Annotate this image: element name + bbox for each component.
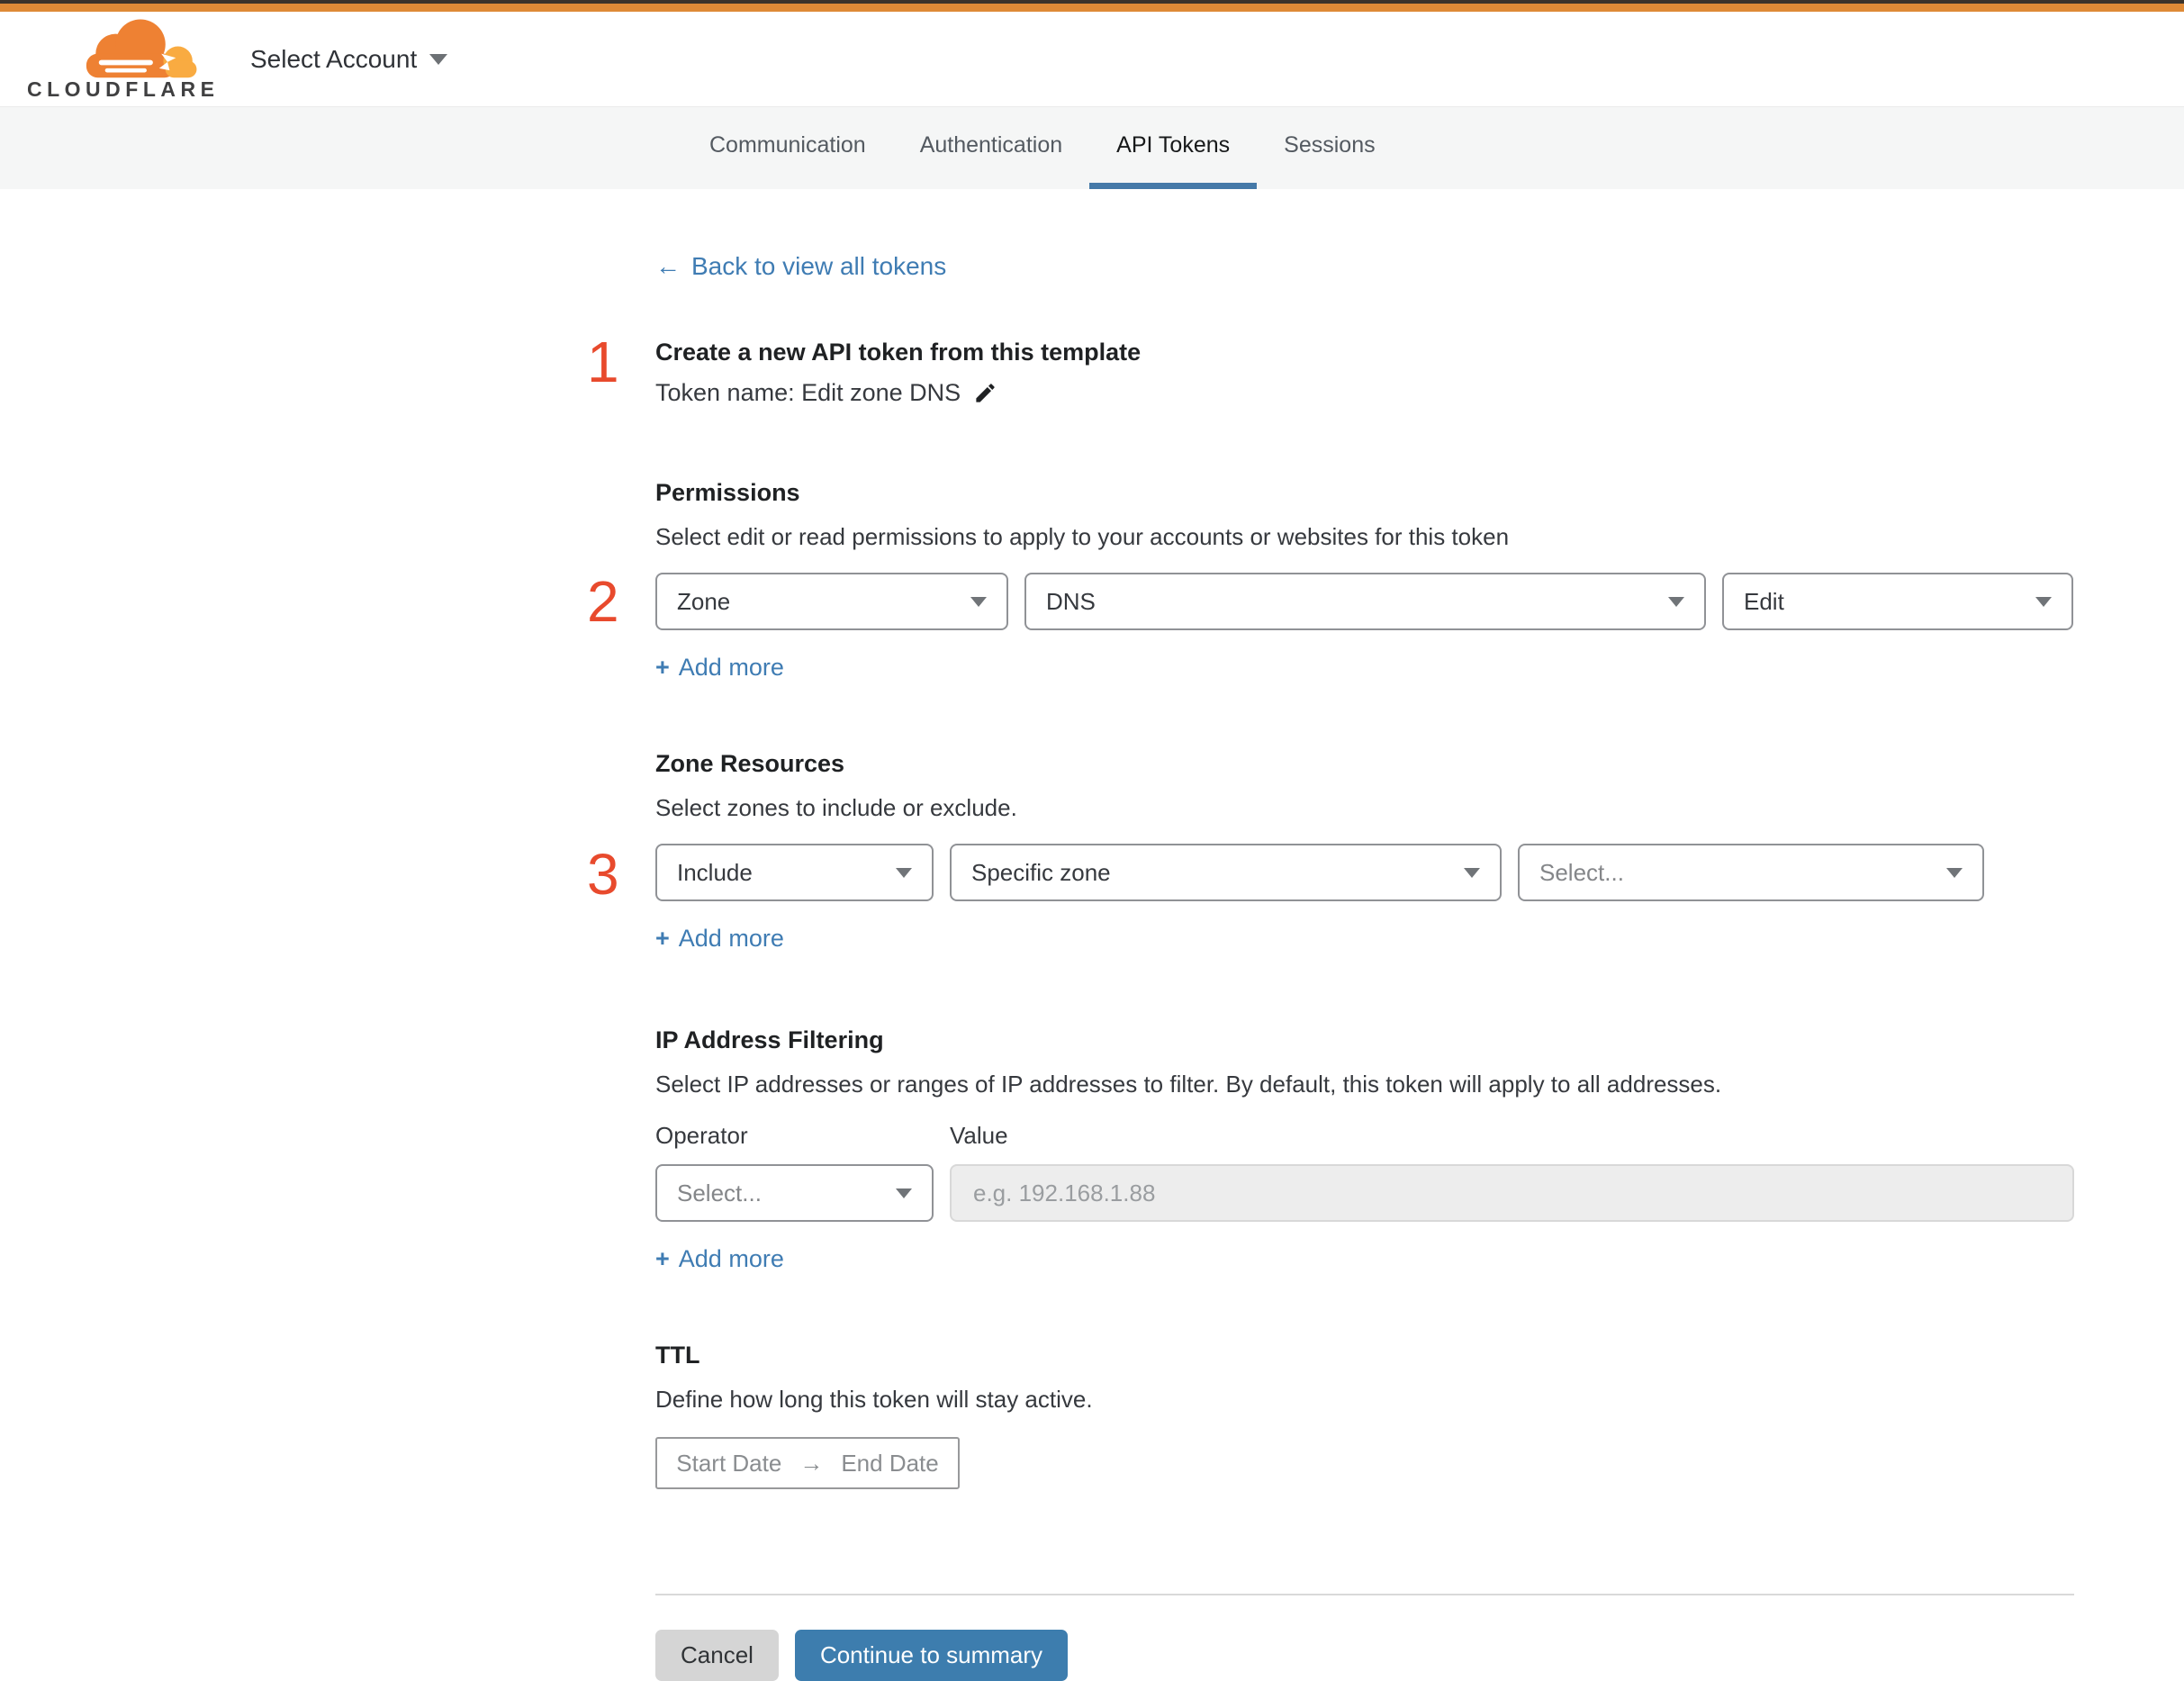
- continue-to-summary-button[interactable]: Continue to summary: [795, 1630, 1068, 1681]
- ip-filtering-description: Select IP addresses or ranges of IP addresses to filter. By default, this token will apply to all addresses.: [655, 1071, 1722, 1098]
- ip-filtering-add-more-link[interactable]: [655, 1245, 784, 1273]
- zone-picker-select[interactable]: [1518, 844, 1984, 901]
- chevron-down-icon: [896, 868, 912, 878]
- plus-icon: +: [655, 654, 670, 681]
- step-number-3: 3: [587, 842, 619, 907]
- arrow-right-icon: →: [799, 1449, 824, 1477]
- select-value: DNS: [1046, 587, 1096, 615]
- ip-filtering-heading: IP Address Filtering: [655, 1026, 884, 1053]
- chevron-down-icon: [2035, 597, 2052, 607]
- plus-icon: +: [655, 1245, 670, 1272]
- permissions-description: Select edit or read permissions to apply to your accounts or websites for this token: [655, 523, 1510, 550]
- zone-resources-description: Select zones to include or exclude.: [655, 794, 1017, 821]
- select-value: Zone: [677, 587, 731, 615]
- chevron-down-icon: [1668, 597, 1684, 607]
- arrow-left-icon: ←: [655, 252, 681, 280]
- cloudflare-cloud-icon: [74, 16, 207, 83]
- app-header: [0, 12, 2184, 106]
- top-orange-bar: [0, 4, 2184, 12]
- step-number-2: 2: [587, 569, 619, 634]
- zone-type-select[interactable]: [950, 844, 1502, 901]
- select-value: Include: [677, 858, 753, 886]
- zone-resources-add-more-link[interactable]: [655, 925, 784, 953]
- ip-value-input[interactable]: [950, 1164, 2074, 1222]
- cancel-button[interactable]: Cancel: [655, 1630, 779, 1681]
- value-label: Value: [950, 1122, 1008, 1149]
- main-content: [0, 189, 2184, 1681]
- footer-actions: [655, 1630, 2074, 1681]
- permissions-heading: Permissions: [655, 479, 800, 506]
- tab-label: Communication: [709, 131, 866, 158]
- token-name-text: Token name: Edit zone DNS: [655, 379, 961, 406]
- add-more-label: Add more: [678, 925, 784, 952]
- select-value: Specific zone: [971, 858, 1111, 886]
- chevron-down-icon: [896, 1188, 912, 1198]
- chevron-down-icon: [1946, 868, 1963, 878]
- zone-resources-section: [587, 750, 2074, 953]
- back-to-tokens-link[interactable]: [655, 252, 946, 281]
- select-placeholder: Select...: [677, 1179, 762, 1207]
- template-heading: Create a new API token from this template: [655, 339, 1142, 366]
- permission-access-select[interactable]: [1722, 573, 2073, 630]
- tab-authentication[interactable]: [893, 107, 1089, 189]
- token-template-section: [587, 330, 2074, 407]
- tab-label: API Tokens: [1116, 131, 1231, 158]
- edit-pencil-icon[interactable]: [973, 381, 997, 405]
- zone-mode-select[interactable]: [655, 844, 934, 901]
- chevron-down-icon: [970, 597, 987, 607]
- chevron-down-icon: [429, 54, 447, 65]
- start-date-placeholder: Start Date: [676, 1449, 782, 1477]
- operator-label: Operator: [655, 1122, 748, 1149]
- ttl-heading: TTL: [655, 1342, 700, 1369]
- add-more-label: Add more: [678, 1245, 784, 1272]
- zone-resources-heading: Zone Resources: [655, 750, 845, 777]
- chevron-down-icon: [1464, 868, 1480, 878]
- account-selector-label: Select Account: [250, 44, 418, 73]
- select-placeholder: Select...: [1539, 858, 1624, 886]
- permission-resource-select[interactable]: [1024, 573, 1706, 630]
- account-selector[interactable]: [250, 45, 447, 74]
- step-number-1: 1: [587, 330, 619, 394]
- tab-label: Authentication: [919, 131, 1063, 158]
- permissions-section: [587, 479, 2074, 682]
- ip-operator-select[interactable]: [655, 1164, 934, 1222]
- ttl-date-range-picker[interactable]: [655, 1437, 960, 1489]
- permission-scope-select[interactable]: [655, 573, 1008, 630]
- cloudflare-logo: [27, 16, 220, 102]
- permissions-add-more-link[interactable]: [655, 654, 784, 682]
- ip-filtering-section: [655, 1026, 2074, 1273]
- back-link-label: Back to view all tokens: [691, 252, 947, 280]
- cloudflare-wordmark: CLOUDFLARE: [27, 77, 220, 101]
- tab-label: Sessions: [1284, 131, 1376, 158]
- tab-communication[interactable]: [682, 107, 893, 189]
- tab-api-tokens[interactable]: [1089, 107, 1257, 189]
- tab-bar: [0, 106, 2184, 189]
- plus-icon: +: [655, 925, 670, 952]
- footer-divider: [655, 1594, 2074, 1595]
- ttl-description: Define how long this token will stay active.: [655, 1386, 1093, 1413]
- select-value: Edit: [1744, 587, 1784, 615]
- add-more-label: Add more: [678, 654, 784, 681]
- tab-sessions[interactable]: [1257, 107, 1402, 189]
- end-date-placeholder: End Date: [841, 1449, 939, 1477]
- ttl-section: [655, 1342, 2074, 1489]
